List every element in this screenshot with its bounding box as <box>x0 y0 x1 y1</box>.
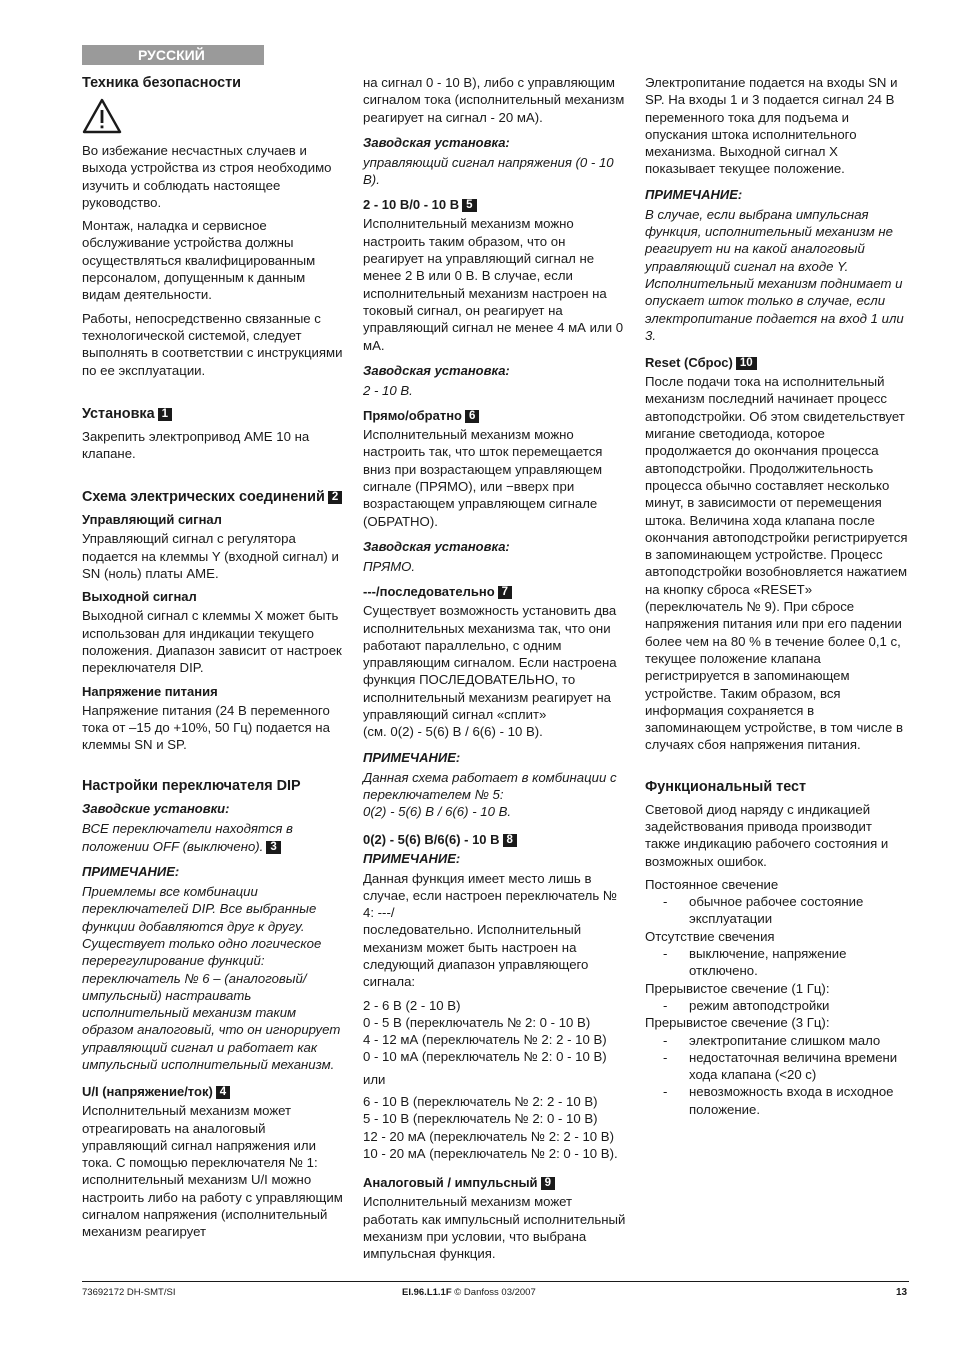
reset-text: После подачи тока на исполнительный механизм последний начинает процесс автоподстройки. Об этом свидетельствует мигание светодиода, которое продолжается до окончания процесса автоподстройки. Продолжительность процесса обычно составляет несколько минут, в зависимости от перемещения штока. Величина хода клапана после окончания автоподстройки регистрируется в запоминающем устройстве. Процесс автоподстройки возобновляется нажатием на кнопку сброса «RESET» (переключатель № 9). При сбросе напряжения питания или при его падении более чем на 80 % в течение более 0,1 с, текущее положение клапана регистрируется в запоминающем устройстве. Таким образом, вся информация сохраняется в запоминающем устройстве, в том числе в случаях сбоя напряжения питания. <box>645 374 908 753</box>
or-word: или <box>363 1071 386 1087</box>
range-item: 5 - 10 В (переключатель № 2: 0 - 10 В) <box>363 1111 598 1127</box>
led-state-item: - невозможность входа в исходное положение. <box>663 1084 894 1117</box>
led-state-item: - электропитание слишком мало <box>663 1032 881 1048</box>
safety-paragraph-2: Монтаж, наладка и сервисное обслуживание устройства должны осуществляться квалифицированным персоналом, допущенным к данным видам деятельности. <box>82 218 316 303</box>
dip-title: Настройки переключателя DIP <box>82 778 301 795</box>
safety-paragraph-3: Работы, непосредственно связанные с технологической системой, следует выполнять в соответствии с инструкциями по ее эксплуатации. <box>82 310 343 378</box>
led-state-item: - обычное рабочее состояние эксплуатации <box>663 894 864 927</box>
warning-triangle-icon <box>82 98 122 134</box>
figure-number: 2 <box>328 491 342 504</box>
note-label: ПРИМЕЧАНИЕ: <box>363 850 461 866</box>
range-item: 2 - 6 В (2 - 10 В) <box>363 997 461 1013</box>
factory-value: ПРЯМО. <box>363 558 416 574</box>
range-item: 6 - 10 В (переключатель № 2: 2 - 10 В) <box>363 1094 598 1110</box>
factory-value: 2 - 10 В. <box>363 382 413 398</box>
safety-paragraph-1: Во избежание несчастных случаев и выхода устройства из строя необходимо изучить и соблюдать настоящее руководство. <box>82 143 332 210</box>
led-state-item: - режим автоподстройки <box>663 997 830 1013</box>
range-title: 2 - 10 В/0 - 10 В 5 <box>363 196 629 213</box>
note-label: ПРИМЕЧАНИЕ: <box>363 749 461 765</box>
led-state-item: - выключение, напряжение отключено. <box>663 946 847 979</box>
ui-text-continued: на сигнал 0 - 10 В), либо с управляющим сигналом тока (исполнительный механизм реагирует на сигнал - 20 мА). <box>363 75 625 125</box>
figure-number: 3 <box>266 841 280 854</box>
figure-number: 4 <box>216 1086 230 1099</box>
page-number: 13 <box>896 1287 908 1298</box>
split-title: 0(2) - 5(6) В/6(6) - 10 В 8 <box>363 831 629 848</box>
range-item: 4 - 12 мА (переключатель № 2: 2 - 10 В) <box>363 1032 607 1048</box>
figure-number: 9 <box>541 1177 555 1190</box>
factory-settings-label: Заводские установки: <box>82 801 230 817</box>
led-state-label: Постоянное свечение <box>645 876 779 892</box>
ui-text: Исполнительный механизм может отреагировать на аналоговый управляющий сигнал напряжения или тока. С помощью переключателя № 1: исполнительный механизм U/I можно настроить либо на работу с управляющим сигналом напряжения (исполнительный механизм реагирует <box>82 1103 343 1240</box>
factory-label: Заводская установка: <box>363 538 510 554</box>
column-3 <box>645 74 910 1118</box>
footer-code-bold: EI.96.L1.1F <box>402 1287 452 1298</box>
figure-number: 5 <box>462 199 476 212</box>
note-label: ПРИМЕЧАНИЕ: <box>645 186 743 202</box>
direct-text: Исполнительный механизм можно настроить так, что шток перемещается вниз при возрастающем управляющем сигнале (ПРЯМО), или −вверх при возрастающем управляющем сигнале (ОБРАТНО). <box>363 427 603 529</box>
range-item: 0 - 5 В (переключатель № 2: 0 - 10 В) <box>363 1014 591 1030</box>
output-signal-text: Выходной сигнал с клеммы X может быть использован для индикации текущего положения. Диапазон зависит от настроек переключателя DIP. <box>82 608 342 676</box>
led-state-label: Отсутствие свечения <box>645 928 775 944</box>
range-item: 0 - 10 мА (переключатель № 2: 0 - 10 В) <box>363 1049 607 1065</box>
supply-title: Напряжение питания <box>82 683 218 699</box>
note-text-2: 0(2) - 5(6) В / 6(6) - 10 В. <box>363 804 512 820</box>
footer-doc-number: 73692172 DH-SMT/SI <box>82 1287 176 1298</box>
split-text-2: последовательно. Исполнительный механизм может быть настроен на следующий диапазон управляющего сигнала: <box>363 922 589 990</box>
safety-title: Техника безопасности <box>82 75 241 91</box>
factory-settings-text: ВСЕ переключатели находятся в положении OFF (выключено). 3 <box>82 821 293 854</box>
wiring-title: Схема электрических соединений 2 <box>82 488 344 506</box>
sequence-text: Существует возможность установить два исполнительных механизма так, что они работают параллельно, с одним управляющим сигналом. Если настроена функция ПОСЛЕДОВАТЕЛЬНО, то исполнительный механизм реагирует на управляющий сигнал «сплит» <box>363 603 617 723</box>
figure-number: 8 <box>503 834 517 847</box>
factory-label: Заводская установка: <box>363 362 510 378</box>
function-test-text: Световой диод наряду с индикацией задействования привода производит также индикацию рабочего состояния и возможных ошибок. <box>645 801 889 869</box>
note-text: В случае, если выбрана импульсная функция, исполнительный механизм не реагирует ни на какой аналоговый управляющий сигнал на входе Y. Исполнительный механизм поднимает и опускает шток только в случае, если электропитание подается на вход 1 или 3. <box>645 206 904 343</box>
install-title: Установка 1 <box>82 405 344 423</box>
analog-text: Исполнительный механизм может работать как импульсный исполнительный механизм при условии, что выбрана импульсная функция. <box>363 1194 626 1262</box>
note-label: ПРИМЕЧАНИЕ: <box>82 864 180 880</box>
function-test-title: Функциональный тест <box>645 778 807 795</box>
figure-number: 10 <box>736 357 757 370</box>
sequence-text-2: (см. 0(2) - 5(6) В / 6(6) - 10 В). <box>363 724 543 740</box>
ui-title: U/I (напряжение/ток) 4 <box>82 1083 344 1100</box>
sequence-title: ---/последовательно 7 <box>363 583 629 600</box>
footer-divider <box>82 1281 909 1282</box>
reset-title: Reset (Сброс) 10 <box>645 354 910 371</box>
direct-title: Прямо/обратно 6 <box>363 407 629 424</box>
range-list-b <box>363 1093 629 1162</box>
output-signal-title: Выходной сигнал <box>82 589 197 605</box>
footer-copyright: © Danfoss 03/2007 <box>454 1287 536 1298</box>
range-item: 12 - 20 мА (переключатель № 2: 2 - 10 В) <box>363 1128 614 1144</box>
range-list-a <box>363 997 629 1066</box>
language-tab: РУССКИЙ <box>82 45 264 65</box>
led-state-label: Прерывистое свечение (1 Гц): <box>645 980 830 996</box>
analog-title: Аналоговый / импульсный 9 <box>363 1174 629 1191</box>
split-text: Данная функция имеет место лишь в случае, если настроен переключатель № 4: ---/ <box>363 870 618 921</box>
led-state-label: Прерывистое свечение (3 Гц): <box>645 1015 830 1031</box>
install-text: Закрепить электропривод AME 10 на клапане. <box>82 428 310 462</box>
led-state-item: - недостаточная величина времени хода клапана (<20 с) <box>663 1049 898 1083</box>
supply-text: Напряжение питания (24 В переменного тока от –15 до +10%, 50 Гц) подается на клеммы SN и SP. <box>82 702 330 753</box>
factory-label: Заводская установка: <box>363 134 510 150</box>
note-text: Приемлемы все комбинации переключателей DIP. Все выбранные функции добавляются друг к другу. Существует только одно логическое перерегулирование функций: переключатель № 6 – (аналоговый/импульсный) настраивать исполнительный механизм таким образом аналоговый, что он игнорирует управляющий сигнал и работает как импульсный исполнительный механизм. <box>82 884 341 1072</box>
figure-number: 1 <box>158 408 172 421</box>
note-text: Данная схема работает в комбинации с переключателем № 5: <box>363 769 617 802</box>
factory-value: управляющий сигнал напряжения (0 - 10 В). <box>363 154 614 188</box>
pulse-text: Электропитание подается на входы SN и SP. На входы 1 и 3 подается сигнал 24 В переменного тока для подъема и опускания штока исполнительного механизма. Выходной сигнал X показывает текущее положение. <box>645 75 898 177</box>
footer-code <box>402 1287 536 1298</box>
control-signal-text: Управляющий сигнал с регулятора подается на клеммы Y (входной сигнал) и SN (ноль) платы AME. <box>82 531 339 582</box>
range-text: Исполнительный механизм можно настроить таким образом, что он реагирует на управляющий сигнал не менее 2 В или 0 В. В случае, если исполнительный механизм настроен на токовый сигнал, он реагирует на управляющий сигнал не менее 4 мА или 0 мА. <box>363 216 624 353</box>
column-1 <box>82 74 344 1247</box>
control-signal-title: Управляющий сигнал <box>82 512 222 528</box>
column-2 <box>363 74 629 1268</box>
figure-number: 6 <box>465 410 479 423</box>
figure-number: 7 <box>498 586 512 599</box>
range-item: 10 - 20 мА (переключатель № 2: 0 - 10 В). <box>363 1145 618 1161</box>
